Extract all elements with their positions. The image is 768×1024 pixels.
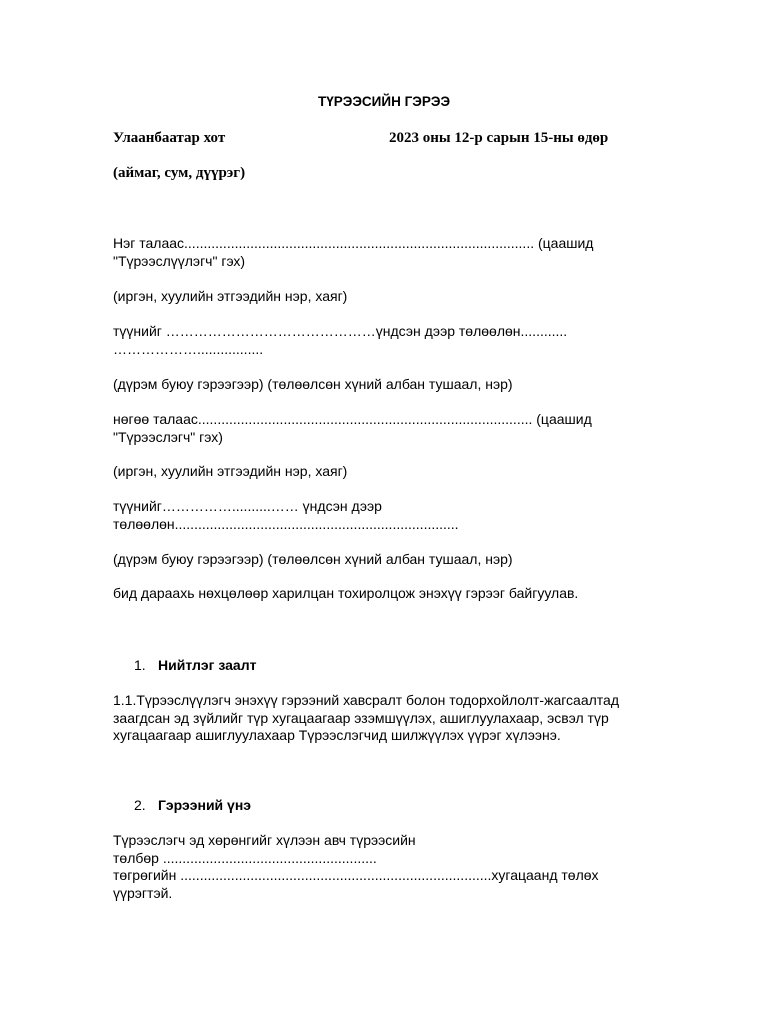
party1-rep-note: (дүрэм буюу гэрээгээр) (төлөөлсөн хүний албан тушаал, нэр) bbox=[113, 376, 513, 392]
section-1-line: хугацаагаар ашиглуулахаар Түрээслэгчид шилжүүлэх үүрэг хүлээнэ. bbox=[113, 727, 561, 743]
party2-line1: нөгөө талаас...................................................................................... (цаашид bbox=[113, 411, 592, 427]
party2-rep-note: (дүрэм буюу гэрээгээр) (төлөөлсөн хүний албан тушаал, нэр) bbox=[113, 551, 513, 567]
party1-paragraph bbox=[113, 235, 593, 270]
party1-rep-line2: ………………................. bbox=[113, 340, 264, 357]
section-1-line: заагдсан эд зүйлийг түр хугацаагаар эзэмшүүлэх, ашиглуулахаар, эсвэл түр bbox=[113, 709, 609, 726]
section-1-number: 1. bbox=[134, 657, 146, 673]
section-1-title: Нийтлэг заалт bbox=[158, 657, 257, 673]
party2-paragraph bbox=[113, 411, 592, 446]
document-place: Улаанбаатар хот bbox=[113, 130, 226, 146]
party1-rep-line1: түүнийг ………………………………………үндсэн дээр төлөөлөн............ bbox=[113, 323, 568, 339]
party2-rep-line1: түүнийг……………..........…… үндсэн дээр bbox=[113, 498, 382, 514]
section-2-number: 2. bbox=[134, 797, 146, 813]
section-2-line: үүрэгтэй. bbox=[113, 884, 173, 901]
section-1-line: 1.1.Түрээслүүлэгч энэхүү гэрээний хавсралт болон тодорхойлолт-жагсаалтад bbox=[113, 692, 619, 708]
party1-line2: "Түрээслүүлэгч" гэх) bbox=[113, 252, 246, 269]
section-2-title: Гэрээний үнэ bbox=[158, 797, 252, 813]
party2-representative bbox=[113, 498, 459, 533]
party1-line1: Нэг талаас.......................................................................................... (цаашид bbox=[113, 235, 594, 251]
section-1-heading bbox=[134, 657, 256, 673]
section-2-body bbox=[113, 832, 599, 902]
section-2-line: төлбөр ....................................................... bbox=[113, 849, 377, 866]
party2-note: (иргэн, хуулийн этгээдийн нэр, хаяг) bbox=[113, 463, 348, 479]
document-place-note: (аймаг, сум, дүүрэг) bbox=[113, 165, 246, 181]
section-1-body bbox=[113, 692, 619, 745]
party2-line2: "Түрээслэгч" гэх) bbox=[113, 428, 223, 445]
section-2-line: Түрээслэгч эд хөрөнгийг хүлээн авч түрээсийн bbox=[113, 832, 416, 848]
party1-note: (иргэн, хуулийн этгээдийн нэр, хаяг) bbox=[113, 288, 348, 304]
party1-representative bbox=[113, 323, 567, 358]
section-2-line: төгрөгийн ................................................................................хугацаанд төлөх bbox=[113, 867, 599, 883]
party2-rep-line2: төлөөлөн......................................................................... bbox=[113, 515, 459, 532]
document-title: ТҮРЭЭСИЙН ГЭРЭЭ bbox=[317, 94, 451, 109]
agreement-statement: бид дараахь нөхцөлөөр харилцан тохиролцож энэхүү гэрээг байгуулав. bbox=[113, 585, 579, 601]
section-2-heading bbox=[134, 797, 251, 813]
document-date: 2023 оны 12-р сарын 15-ны өдөр bbox=[389, 130, 609, 146]
